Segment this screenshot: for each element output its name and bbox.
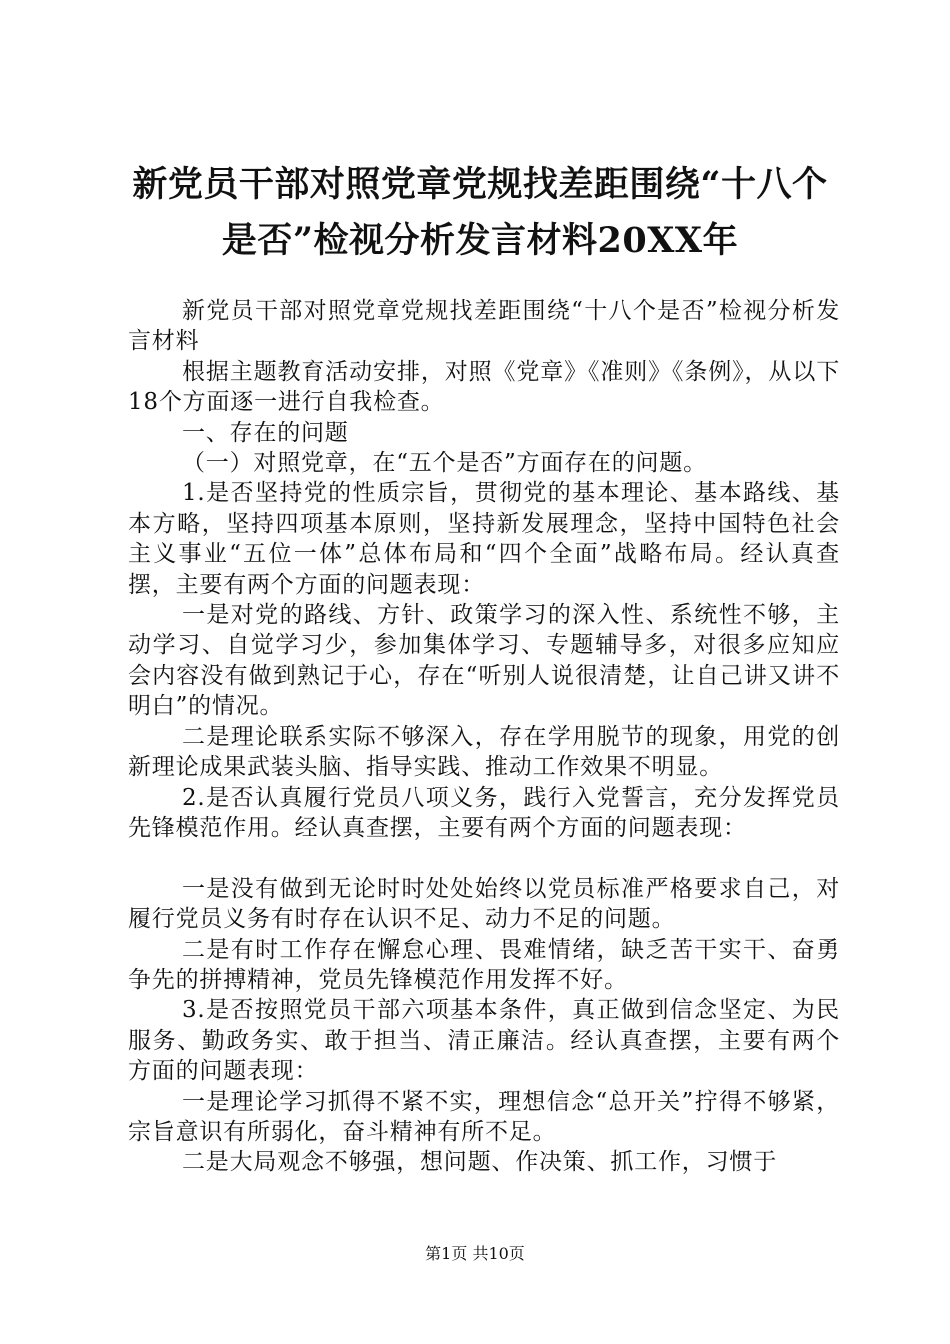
blank-line xyxy=(128,843,840,873)
paragraph-item-1-point-1: 一是对党的路线、方针、政策学习的深入性、系统性不够，主动学习、自觉学习少，参加集体学习、专题辅导多，对很多应知应会内容没有做到熟记于心，存在“听别人说很清楚，让自己讲又讲不明白”的情况。 xyxy=(128,602,840,720)
paragraph-item-2: 2.是否认真履行党员八项义务，践行入党誓言，充分发挥党员先锋模范作用。经认真查摆，主要有两个方面的问题表现： xyxy=(128,784,840,841)
document-body xyxy=(128,296,840,1178)
paragraph-item-1: 1.是否坚持党的性质宗旨，贯彻党的基本理论、基本路线、基本方略，坚持四项基本原则，坚持新发展理念，坚持中国特色社会主义事业“五位一体”总体布局和“四个全面”战略布局。经认真查摆，主要有两个方面的问题表现： xyxy=(128,480,840,598)
paragraph-item-2-point-1: 一是没有做到无论时时处处始终以党员标准严格要求自己，对履行党员义务有时存在认识不足、动力不足的问题。 xyxy=(128,875,840,933)
paragraph-subtitle: 新党员干部对照党章党规找差距围绕“十八个是否”检视分析发言材料 xyxy=(128,298,840,355)
paragraph-item-3: 3.是否按照党员干部六项基本条件，真正做到信念坚定、为民服务、勤政务实、敢于担当、清正廉洁。经认真查摆，主要有两个方面的问题表现： xyxy=(128,997,840,1085)
paragraph-item-2-point-2: 二是有时工作存在懈怠心理、畏难情绪，缺乏苦干实干、奋勇争先的拼搏精神，党员先锋模范作用发挥不好。 xyxy=(128,936,840,993)
section-heading: 一、存在的问题 xyxy=(182,419,349,446)
paragraph-intro: 根据主题教育活动安排，对照《党章》《准则》《条例》，从以下18个方面逐一进行自我检查。 xyxy=(128,358,840,416)
document-title xyxy=(120,157,840,269)
title-line-2: 是否”检视分析发言材料20XX年 xyxy=(221,220,739,261)
paragraph-item-3-point-1: 一是理论学习抓得不紧不实，理想信念“总开关”拧得不够紧，宗旨意识有所弱化，奋斗精神有所不足。 xyxy=(128,1088,840,1145)
subsection-heading: （一）对照党章，在“五个是否”方面存在的问题。 xyxy=(182,450,707,477)
paragraph-item-3-point-2: 二是大局观念不够强，想问题、作决策、抓工作，习惯于 xyxy=(182,1149,777,1176)
page-number: 第1页 共10页 xyxy=(425,1244,525,1263)
paragraph-item-1-point-2: 二是理论联系实际不够深入，存在学用脱节的现象，用党的创新理论成果武装头脑、指导实践、推动工作效果不明显。 xyxy=(128,723,840,781)
title-line-1: 新党员干部对照党章党规找差距围绕“十八个 xyxy=(132,164,828,205)
